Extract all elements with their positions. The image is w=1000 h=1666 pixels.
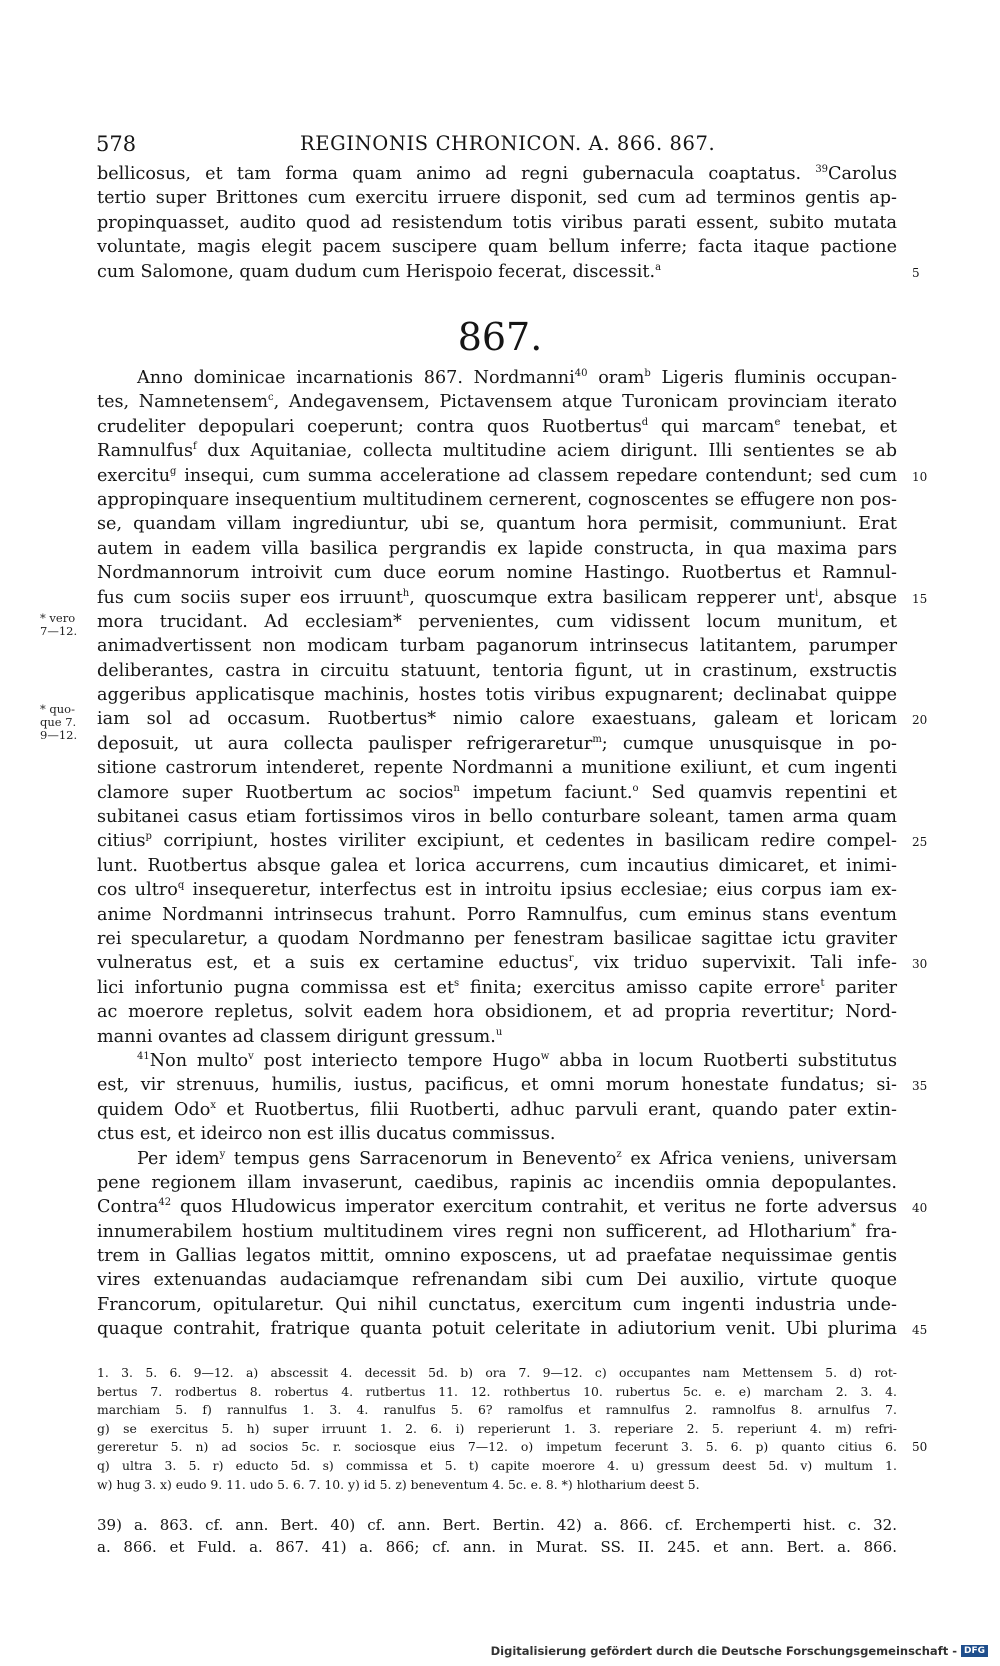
year-heading: 867. [457, 315, 543, 359]
line-number: 45 [912, 1323, 928, 1338]
variant-line: g) se exercitus 5. h) super irruunt 1. 2. 6. i) reperierunt 1. 3. reperiare 2. 5. reperiunt 4. m) refri- [97, 1420, 897, 1436]
text-line: $^{41}$Non multo$^v$ post interiecto tempore Hugo$^w$ abba in locum Ruotberti substitutus [137, 1050, 897, 1071]
text-line: Contra$^{42}$ quos Hludowicus imperator exercitum contrahit, et veritus ne forte adversus 40 [97, 1195, 897, 1219]
text-line: se, quandam villam ingrediuntur, ubi se, quantum hora permisit, communiunt. Erat [97, 514, 897, 535]
text-line: cum Salomone, quam dudum cum Herispoio fecerat, discessit.$^a$ 5 [97, 260, 897, 284]
text-line: fus cum sociis super eos irruunt$^h$, quoscumque extra basilicam repperer unt$^i$, absque 15 [97, 586, 897, 610]
text-line: trem in Gallias legatos mittit, omnino exposcens, ut ad praefatae nequissimae gentis [97, 1246, 897, 1267]
text-line: innumerabilem hostium multitudinem vires regni non sufficerent, ad Hlotharium* fra- [97, 1221, 897, 1242]
line-number: 25 [912, 835, 928, 850]
text-line: Nordmannorum introivit cum duce eorum nomine Hastingo. Ruotbertus et Ramnul- [97, 563, 897, 584]
text-line: voluntate, magis elegit pacem suscipere quam bellum inferre; facta itaque pactione [97, 237, 897, 258]
text-line: clamore super Ruotbertum ac socios$^n$ impetum faciunt.$^o$ Sed quamvis repentini et [97, 782, 897, 803]
source-note-line: a. 866. et Fuld. a. 867. 41) a. 866; cf. ann. in Murat. SS. II. 245. et ann. Bert. a. 866. [97, 1537, 897, 1556]
text-line: appropinquare insequentium multitudinem cernerent, cognoscentes se effugere non pos- [97, 489, 897, 510]
text-line: deposuit, ut aura collecta paulisper refrigeraretur$^m$; cumque unusquisque in po- [97, 733, 897, 754]
text-line: ac moerore repletus, solvit eadem hora obsidionem, et ad propria revertitur; Nord- [97, 1002, 897, 1023]
text-line: citius$^p$ corripiunt, hostes viriliter excipiunt, et cedentes in basilicam redire compel- 25 [97, 829, 897, 853]
text-line: tes, Namnetensem$^c$, Andegavensem, Pictavensem atque Turonicam provinciam iterato [97, 392, 897, 413]
text-line: est, vir strenuus, humilis, iustus, pacificus, et omni morum honestate fundatus; si- 35 [97, 1073, 897, 1097]
line-number: 15 [912, 591, 928, 606]
line-number: 40 [912, 1201, 928, 1216]
text-line: manni ovantes ad classem dirigunt gressum.$^u$ [97, 1026, 503, 1047]
text-block-867 [97, 366, 928, 1342]
text-line: rei specularetur, a quodam Nordmanno per fenestram basilicae sagittae ictu graviter [97, 928, 897, 949]
text-line: crudeliter depopulari coeperunt; contra quos Ruotbertus$^d$ qui marcam$^e$ tenebat, et [97, 416, 897, 437]
text-line: lici infortunio pugna commissa est $et^s$ finita; exercitus amisso capite errore$^t$ pariter [97, 977, 897, 998]
variant-line: bertus 7. rodbertus 8. robertus 4. rutbertus 11. 12. rothbertus 10. rubertus 5c. e. e) marcham 2. 3. 4. [97, 1383, 897, 1399]
text-line: Ramnulfus$^f$ dux Aquitaniae, collecta multitudine aciem dirigunt. Illi sentientes se ab [97, 441, 897, 462]
line-number: 30 [912, 957, 928, 972]
text-line: exercitu$^g$ insequi, cum summa acceleratione ad classem repedare contendunt; sed cum 10 [97, 464, 897, 488]
text-line: quaque contrahit, fratrique quanta potuit celeritate in adiutorium venit. Ubi plurima 45 [97, 1317, 897, 1341]
text-line: mora trucidant. Ad ecclesiam* pervenientes, cum vidissent locum munitum, et [97, 611, 897, 632]
variant-line: marchiam 5. f) rannulfus 1. 3. 4. ranulfus 5. 6? ramolfus et ramnulfus 2. ramnolfus 8. arnulfus 7. [97, 1402, 897, 1418]
line-number: 10 [912, 469, 928, 484]
text-line: vires extenuandas audaciamque refrenandam sibi cum Dei auxilio, virtute quoque [97, 1270, 897, 1291]
running-head: REGINONIS CHRONICON. A. 866. 867. [300, 132, 716, 155]
text-line: propinquasset, audito quod ad resistendum totis viribus parati essent, subito mutata [97, 212, 897, 233]
text-line: Per idem$^y$ tempus gens Sarracenorum in Benevento$^z$ ex Africa veniens, universam [137, 1148, 898, 1169]
text-line: Anno dominicae incarnationis 867. Nordmanni$^{40}$ oram$^b$ Ligeris fluminis occupan- [137, 368, 897, 388]
variant-line: q) ultra 3. 5. r) educto 5d. s) commissa et 5. t) capite moerore 4. u) gressum deest 5d. v) multum 1. [97, 1457, 897, 1473]
text-block-866 [97, 162, 920, 284]
page-number: 578 [96, 132, 137, 156]
credit-text: Digitalisierung gefördert durch die Deutsche Forschungsgemeinschaft - [490, 1644, 957, 1658]
text-line: bellicosus, et tam forma quam animo ad regni gubernacula coaptatus. $^{39}$Carolus [97, 164, 897, 184]
source-notes [97, 1515, 897, 1558]
variant-line: 1. 3. 5. 6. 9—12. a) abscessit 4. decessit 5d. b) ora 7. 9—12. c) occupantes nam Mettensem 5. d) rot- [97, 1365, 897, 1380]
margin-note: * quo- que 7. 9—12. [40, 702, 78, 742]
line-number: 50 [912, 1440, 928, 1455]
line-number: 20 [912, 713, 928, 728]
line-number: 35 [912, 1079, 928, 1094]
text-line: iam sol ad occasum. Ruotbertus* nimio calore exaestuans, galeam et loricam 20 [97, 707, 897, 731]
text-line: deliberantes, castra in circuitu statuunt, tentoria figunt, ut in crastinum, exstructis [97, 660, 897, 681]
dfg-logo: DFG [961, 1645, 988, 1657]
text-line: vulneratus est, et a suis ex certamine eductus$^r$, vix triduo supervixit. Tali infe- 30 [97, 951, 897, 975]
text-line: anime Nordmanni intrinsecus trahunt. Porro Ramnulfus, cum eminus stans eventum [97, 904, 897, 925]
line-number: 5 [912, 265, 920, 280]
variant-line: w) hug 3. x) eudo 9. 11. udo 5. 6. 7. 10. y) id 5. z) beneventum 4. 5c. e. 8. *) hlotharium deest 5. [97, 1476, 700, 1492]
text-line: sitione castrorum intenderet, repente Nordmanni a munitione exiliunt, et cum ingenti [97, 758, 897, 779]
margin-note: * vero 7—12. [40, 611, 78, 638]
variant-footnotes [97, 1364, 928, 1494]
text-line: subitanei casus etiam fortissimos viros in bello conturbare soleant, tamen arma quam [97, 807, 897, 828]
text-line: quidem Odo$^x$ et Ruotbertus, filii Ruotberti, adhuc parvuli erant, quando pater extin- [97, 1099, 897, 1120]
page-header [0, 132, 1000, 162]
text-line: autem in eadem villa basilica pergrandis ex lapide constructa, in qua maxima pars [97, 538, 897, 559]
text-line: aggeribus applicatisque machinis, hostes totis viribus expugnarent; declinabat quippe [97, 685, 897, 706]
text-line: cos ultro$^q$ insequeretur, interfectus est in introitu ipsius ecclesiae; eius corpus iam ex- [97, 880, 897, 901]
text-line: lunt. Ruotbertus absque galea et lorica accurrens, cum incautius dimicaret, et inimi- [97, 855, 897, 876]
text-line: ctus est, et ideirco non est illis ducatus commissus. [97, 1124, 556, 1145]
text-line: animadvertissent non modicam turbam paganorum intrinsecus latitantem, parumper [97, 636, 897, 657]
text-line: tertio super Brittones cum exercitu irruere disponit, sed cum ad terminos gentis ap- [97, 188, 897, 209]
text-line: Francorum, opitularetur. Qui nihil cunctatus, exercitum cum ingenti industria unde- [97, 1294, 897, 1315]
digitization-credit [491, 1644, 988, 1658]
source-note-line: 39) a. 863. cf. ann. Bert. 40) cf. ann. Bert. Bertin. 42) a. 866. cf. Erchemperti hist. c. 32. [97, 1516, 897, 1534]
text-line: pene regionem illam invaserunt, caedibus, rapinis ac incendiis omnia depopulantes. [97, 1172, 897, 1193]
variant-line: gereretur 5. n) ad socios 5c. r. sociosque eius 7—12. o) impetum fecerunt 3. 5. 6. p) quanto citius 6. 50 [97, 1438, 897, 1457]
